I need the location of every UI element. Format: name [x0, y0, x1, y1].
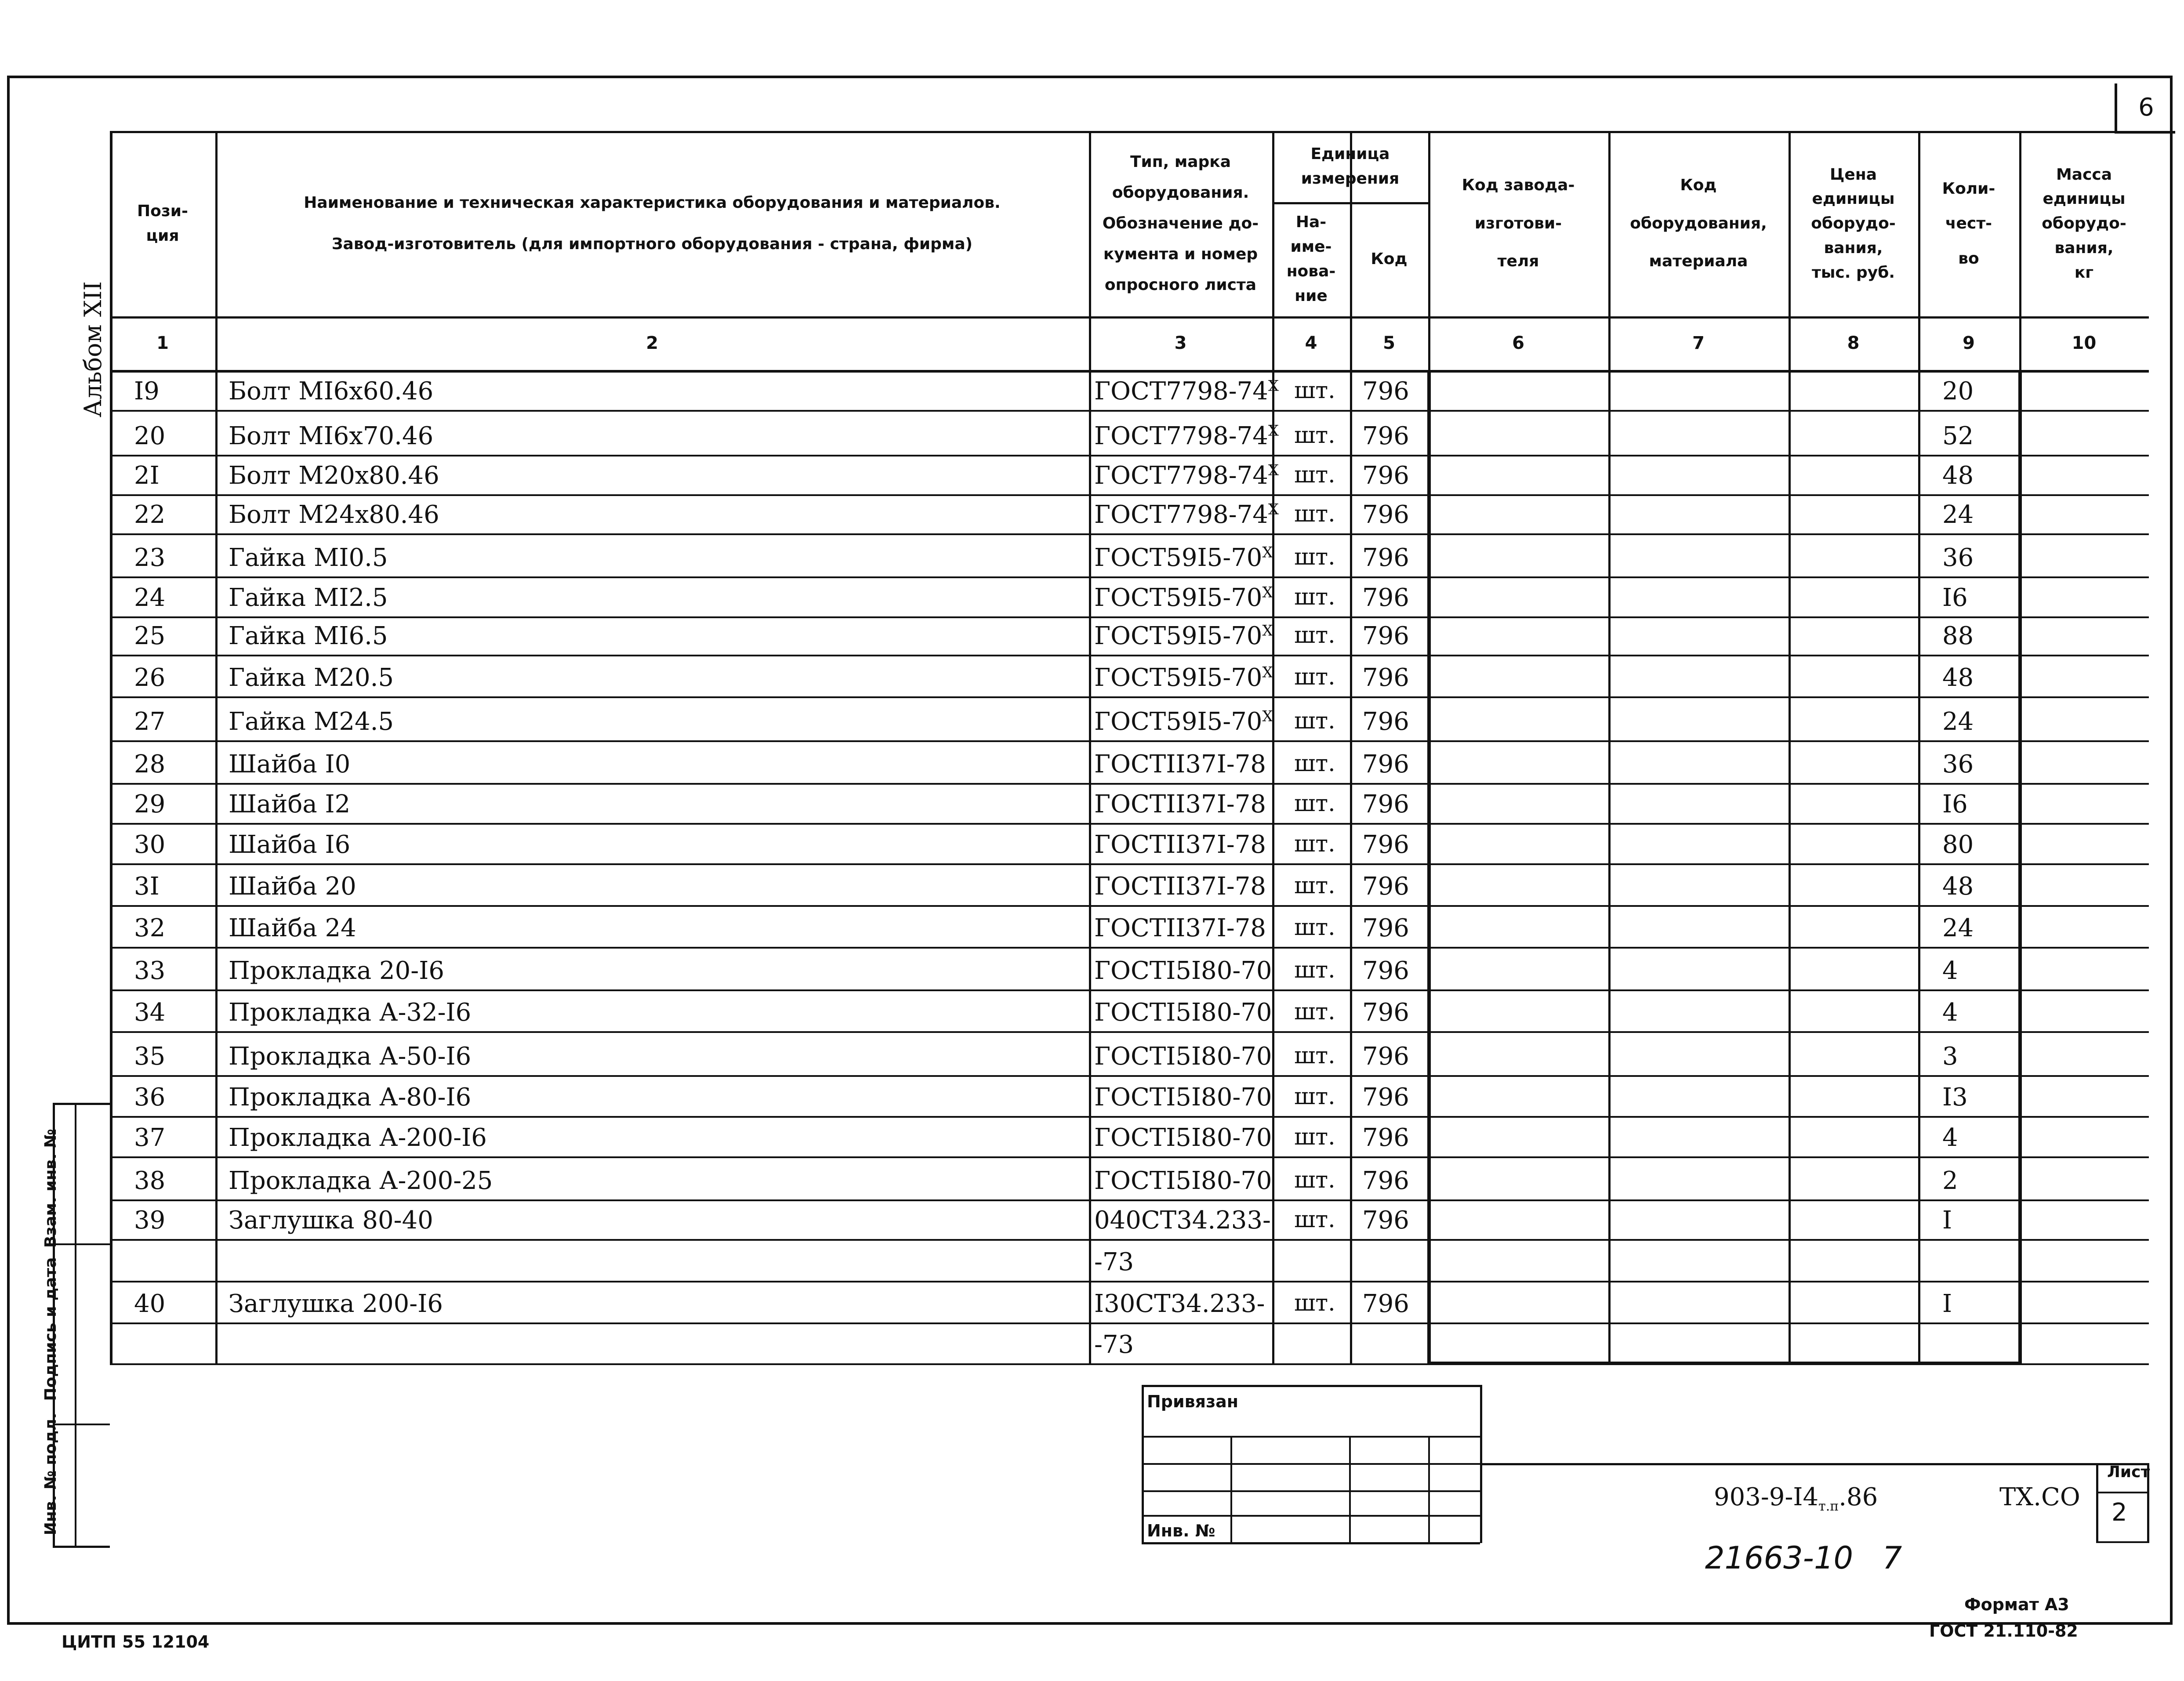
row-unit: шт. [1294, 790, 1335, 817]
row-quantity: 4 [1942, 998, 1958, 1027]
designation [1714, 1483, 1878, 1514]
row-position: 35 [134, 1042, 166, 1071]
row-unit-code: 796 [1362, 377, 1409, 406]
row-rule [110, 989, 2149, 991]
row-position: 40 [134, 1290, 166, 1318]
row-position: 34 [134, 998, 166, 1027]
row-unit: шт. [1294, 831, 1335, 857]
row-document-sup: Х [1262, 663, 1273, 681]
row-rule [110, 1075, 2149, 1077]
row-name: Болт М20х80.46 [229, 461, 439, 490]
row-document-text: 040СТ34.233- [1094, 1206, 1271, 1235]
row-name: Заглушка 200-I6 [229, 1290, 443, 1318]
row-unit: шт. [1294, 501, 1335, 527]
row-rule [110, 455, 2149, 456]
row-document [1094, 752, 1266, 777]
header-equip-code: Код оборудования, материала [1630, 176, 1767, 271]
row-unit-code: 796 [1362, 1290, 1409, 1318]
row-document-text: I30СТ34.233- [1094, 1290, 1265, 1318]
column-number: 2 [646, 333, 658, 353]
row-quantity: I3 [1942, 1083, 1968, 1112]
table-bottom-rule [110, 1363, 2149, 1365]
row-document-sup: Х [1262, 583, 1273, 601]
row-position: 20 [134, 422, 166, 450]
column-number: 9 [1963, 333, 1975, 353]
row-document [1094, 830, 1266, 859]
row-document-text: ГОСТ7798-74 [1094, 422, 1268, 450]
row-document [1094, 1208, 1271, 1233]
row-quantity: 48 [1942, 663, 1974, 692]
row-rule [110, 410, 2149, 412]
row-name: Шайба 24 [229, 914, 356, 942]
row-unit-code: 796 [1362, 622, 1409, 650]
row-document-text: ГОСТ59I5-70 [1094, 707, 1263, 736]
row-document [1094, 1085, 1272, 1110]
row-name: Прокладка А-200-25 [229, 1167, 493, 1195]
row-quantity: I [1942, 1290, 1952, 1318]
row-position: 37 [134, 1123, 166, 1152]
row-quantity: 4 [1942, 956, 1958, 985]
row-unit-code: 796 [1362, 1206, 1409, 1235]
row-position: 3I [134, 872, 160, 901]
row-position: 26 [134, 663, 166, 692]
row-document-text: ГОСТ59I5-70 [1094, 622, 1263, 650]
row-unit: шт. [1294, 708, 1335, 734]
row-unit-code: 796 [1362, 1123, 1409, 1152]
row-unit: шт. [1294, 584, 1335, 610]
row-unit-code: 796 [1362, 830, 1409, 859]
row-rule [110, 1156, 2149, 1158]
numbers-bottom-rule [110, 370, 2149, 373]
row-document-sup: Х [1262, 707, 1273, 725]
row-rule [110, 947, 2149, 949]
row-position: 2I [134, 461, 160, 490]
row-document-text: ГОСТII37I-78 [1094, 872, 1266, 901]
header-unit: Единица измерения [1301, 145, 1400, 188]
title-block-rule [1480, 1463, 2149, 1465]
handwritten-number: 21663-10 7 [1705, 1540, 1902, 1576]
row-position: 39 [134, 1206, 166, 1235]
row-document-text: ГОСТII37I-78 [1094, 750, 1266, 779]
row-position: 23 [134, 543, 166, 572]
stamp-rule [1142, 1385, 1480, 1387]
row-quantity: 48 [1942, 461, 1974, 490]
row-document-sup: Х [1262, 622, 1273, 640]
row-quantity: 80 [1942, 830, 1974, 859]
row-document [1094, 874, 1266, 899]
row-quantity: I6 [1942, 790, 1968, 819]
row-document-text: ГОСТII37I-78 [1094, 830, 1266, 859]
row-name: Прокладка А-200-I6 [229, 1123, 487, 1152]
citp-label: ЦИТП 55 12104 [62, 1632, 210, 1652]
row-name: Шайба I0 [229, 750, 351, 779]
row-unit-code: 796 [1362, 1167, 1409, 1195]
header-mass: Масса единицы оборудо- вания, кг [2042, 165, 2126, 282]
row-unit: шт. [1294, 1043, 1335, 1069]
row-name: Болт М24х80.46 [229, 500, 439, 529]
header-price: Цена единицы оборудо- вания, тыс. руб. [1811, 165, 1896, 282]
row-document [1094, 1250, 1134, 1275]
row-document-sup: Х [1262, 543, 1273, 562]
column-number: 7 [1692, 333, 1705, 353]
row-unit-code: 796 [1362, 461, 1409, 490]
row-unit-code: 796 [1362, 1042, 1409, 1071]
row-rule [110, 1239, 2149, 1241]
row-name: Прокладка А-32-I6 [229, 998, 472, 1027]
inv-no-label: Инв. № [1147, 1521, 1215, 1540]
row-unit: шт. [1294, 622, 1335, 648]
row-rule [110, 616, 2149, 618]
row-document-text: ГОСТ7798-74 [1094, 461, 1268, 490]
row-rule [110, 1322, 2149, 1324]
heavy-rule [1427, 370, 1431, 1363]
row-name: Гайка М24.5 [229, 707, 394, 736]
header-unit-name: На- име- нова- ние [1286, 213, 1336, 305]
gost-label: ГОСТ 21.110-82 [1929, 1621, 2078, 1641]
row-position: 27 [134, 707, 166, 736]
row-unit: шт. [1294, 664, 1335, 690]
row-quantity: 20 [1942, 377, 1974, 406]
row-unit: шт. [1294, 999, 1335, 1025]
row-document-text: ГОСТI5I80-70 [1094, 1123, 1272, 1152]
column-number: 8 [1847, 333, 1860, 353]
title-block-rule [2096, 1492, 2149, 1493]
column-number: 6 [1512, 333, 1524, 353]
row-quantity: 4 [1942, 1123, 1958, 1152]
row-document-sup: Х [1268, 377, 1279, 395]
row-unit: шт. [1294, 873, 1335, 899]
header-name: Наименование и техническая характеристика оборудования и материалов. Завод-изготовитель (для импортного оборудования - страна, фирма) [304, 194, 1001, 253]
row-unit: шт. [1294, 914, 1335, 941]
side-strip-rule [53, 1546, 110, 1548]
row-quantity: 52 [1942, 422, 1974, 450]
row-document [1094, 956, 1272, 985]
header-type: Тип, марка оборудования. Обозначение до- кумента и номер опросного листа [1102, 152, 1259, 294]
row-document [1094, 543, 1273, 572]
row-document [1094, 424, 1279, 449]
row-document [1094, 1123, 1272, 1152]
row-name: Болт МI6х60.46 [229, 377, 434, 406]
sheet-label: Лист [2107, 1463, 2150, 1481]
row-unit: шт. [1294, 1290, 1335, 1316]
row-position: 32 [134, 914, 166, 942]
album-label: Альбом XII [79, 281, 107, 417]
row-unit-code: 796 [1362, 583, 1409, 612]
designation-sub: т.п [1818, 1499, 1839, 1514]
row-rule [110, 740, 2149, 742]
side-label-podpis: Подпись и дата [42, 1257, 60, 1401]
row-document-text: -73 [1094, 1248, 1134, 1276]
row-name: Шайба I6 [229, 830, 351, 859]
row-unit: шт. [1294, 1167, 1335, 1193]
row-document-sup: Х [1268, 461, 1279, 479]
row-unit-code: 796 [1362, 872, 1409, 901]
row-document-text: ГОСТ59I5-70 [1094, 543, 1263, 572]
row-document [1094, 1044, 1272, 1069]
row-unit: шт. [1294, 1083, 1335, 1110]
row-rule [110, 1116, 2149, 1118]
stamp-rule [1428, 1436, 1430, 1543]
row-unit: шт. [1294, 422, 1335, 449]
row-position: 33 [134, 956, 166, 985]
designation-main: 903-9-I4 [1714, 1483, 1819, 1511]
row-quantity: I [1942, 1206, 1952, 1235]
row-document-text: ГОСТI5I80-70 [1094, 1083, 1272, 1112]
row-unit-code: 796 [1362, 422, 1409, 450]
row-rule [110, 863, 2149, 865]
row-position: 24 [134, 583, 166, 612]
row-rule [110, 494, 2149, 496]
row-quantity: 48 [1942, 872, 1974, 901]
row-name: Гайка М20.5 [229, 663, 394, 692]
header-quantity: Коли- чест- во [1942, 180, 1995, 268]
row-name: Шайба 20 [229, 872, 356, 901]
row-unit-code: 796 [1362, 663, 1409, 692]
row-unit-code: 796 [1362, 998, 1409, 1027]
row-name: Гайка МI2.5 [229, 583, 388, 612]
row-document [1094, 583, 1273, 612]
row-unit-code: 796 [1362, 1083, 1409, 1112]
stamp-rule [1349, 1436, 1351, 1543]
row-unit: шт. [1294, 462, 1335, 488]
row-document-text: ГОСТI5I80-70 [1094, 998, 1272, 1027]
row-unit: шт. [1294, 750, 1335, 777]
row-document [1094, 707, 1273, 736]
side-strip-rule [75, 1103, 76, 1546]
row-unit-code: 796 [1362, 790, 1409, 819]
row-position: 22 [134, 500, 166, 529]
row-document [1094, 1169, 1272, 1193]
row-unit: шт. [1294, 544, 1335, 570]
row-quantity: 3 [1942, 1042, 1958, 1071]
side-strip-rule [53, 1103, 110, 1105]
row-unit-code: 796 [1362, 956, 1409, 985]
column-number: 3 [1174, 333, 1187, 353]
row-name: Прокладка А-80-I6 [229, 1083, 472, 1112]
row-quantity: 2 [1942, 1167, 1958, 1195]
row-name: Шайба I2 [229, 790, 351, 819]
format-label: Формат А3 [1964, 1595, 2069, 1614]
row-unit: шт. [1294, 1124, 1335, 1150]
title-block-rule [2096, 1463, 2098, 1542]
row-name: Гайка МI0.5 [229, 543, 388, 572]
row-quantity: 88 [1942, 622, 1974, 650]
row-rule [110, 823, 2149, 825]
side-label-vzam: Взам. инв. № [42, 1129, 60, 1248]
row-rule [110, 1199, 2149, 1201]
row-document-sup: Х [1268, 422, 1279, 440]
row-quantity: 24 [1942, 914, 1974, 942]
column-number: 10 [2072, 333, 2097, 353]
row-document-text: ГОСТII37I-78 [1094, 914, 1266, 942]
row-unit-code: 796 [1362, 500, 1409, 529]
heavy-rule [2018, 370, 2022, 1363]
row-rule [110, 655, 2149, 656]
row-unit-code: 796 [1362, 707, 1409, 736]
row-position: 29 [134, 790, 166, 819]
row-rule [110, 1281, 2149, 1282]
row-position: 38 [134, 1167, 166, 1195]
row-document-text: ГОСТ59I5-70 [1094, 663, 1263, 692]
row-rule [110, 905, 2149, 907]
row-unit-code: 796 [1362, 543, 1409, 572]
row-unit: шт. [1294, 957, 1335, 983]
row-name: Заглушка 80-40 [229, 1206, 433, 1235]
row-position: 36 [134, 1083, 166, 1112]
row-document-text: ГОСТ7798-74 [1094, 377, 1268, 406]
row-quantity: I6 [1942, 583, 1968, 612]
row-document [1094, 1292, 1265, 1316]
row-document [1094, 1000, 1272, 1025]
row-document-text: -73 [1094, 1330, 1134, 1359]
row-quantity: 36 [1942, 543, 1974, 572]
header-plant-code: Код завода- изготови- теля [1462, 176, 1575, 271]
row-rule [110, 576, 2149, 578]
row-name: Гайка МI6.5 [229, 622, 388, 650]
row-position: 30 [134, 830, 166, 859]
column-number: 1 [156, 333, 169, 353]
row-unit: шт. [1294, 377, 1335, 404]
row-document-text: ГОСТI5I80-70 [1094, 1042, 1272, 1071]
row-document-text: ГОСТI5I80-70 [1094, 1167, 1272, 1195]
stamp-rule [1230, 1436, 1232, 1543]
row-document-sup: Х [1268, 500, 1279, 518]
header-position: Пози- ция [137, 202, 188, 245]
privyazan-label: Привязан [1147, 1392, 1239, 1411]
row-document [1094, 792, 1266, 817]
row-rule [110, 1031, 2149, 1033]
column-number: 5 [1383, 333, 1395, 353]
row-unit-code: 796 [1362, 914, 1409, 942]
row-quantity: 36 [1942, 750, 1974, 779]
page-number: 6 [2138, 93, 2154, 122]
row-rule [110, 696, 2149, 698]
row-name: Болт МI6х70.46 [229, 422, 434, 450]
side-label-inv: Инв. № подл. [42, 1413, 60, 1536]
row-unit: шт. [1294, 1206, 1335, 1233]
row-document [1094, 624, 1273, 648]
row-position: 25 [134, 622, 166, 650]
row-position: I9 [134, 377, 160, 406]
row-document [1094, 461, 1279, 490]
page-number-box [2115, 83, 2175, 134]
row-quantity: 24 [1942, 500, 1974, 529]
row-document-text: ГОСТII37I-78 [1094, 790, 1266, 819]
header-unit-code: Код [1371, 250, 1408, 268]
sheet-value: 2 [2111, 1498, 2127, 1527]
designation-year: .86 [1839, 1483, 1878, 1511]
doc-code: ТХ.СО [1999, 1483, 2080, 1511]
row-unit-code: 796 [1362, 750, 1409, 779]
row-document-text: ГОСТ7798-74 [1094, 500, 1268, 529]
row-rule [110, 783, 2149, 785]
column-number: 4 [1305, 333, 1317, 353]
row-document-text: ГОСТ59I5-70 [1094, 583, 1263, 612]
row-document [1094, 916, 1266, 941]
title-block-rule [2096, 1541, 2149, 1543]
row-rule [110, 533, 2149, 535]
row-quantity: 24 [1942, 707, 1974, 736]
row-document [1094, 500, 1279, 529]
row-name: Прокладка 20-I6 [229, 956, 444, 985]
row-document [1094, 1330, 1134, 1359]
row-name: Прокладка А-50-I6 [229, 1042, 472, 1071]
row-document [1094, 663, 1273, 692]
row-document [1094, 379, 1279, 404]
row-document-text: ГОСТI5I80-70 [1094, 956, 1272, 985]
row-position: 28 [134, 750, 166, 779]
